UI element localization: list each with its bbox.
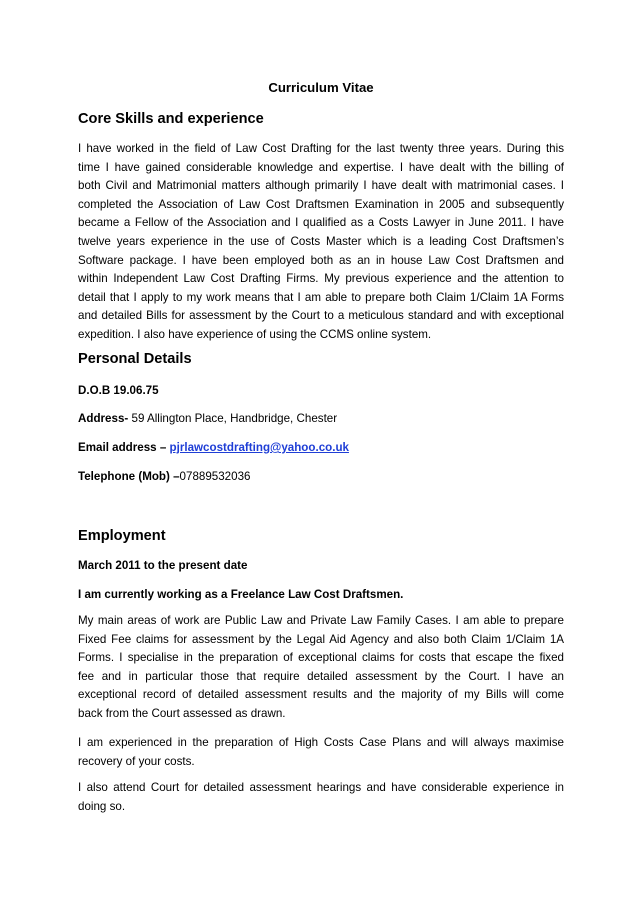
employment-heading: Employment	[78, 528, 166, 544]
telephone-value: 07889532036	[179, 470, 251, 483]
paragraph-line: My main areas of work are Public Law and Private Law Family Cases. I am able to prepare	[78, 614, 564, 627]
paragraph-line: both Civil and Matrimonial matters although primarily I have dealt with matrimonial cases. I	[78, 179, 564, 193]
paragraph-line: detail that I apply to my work means that I am able to prepare both Claim 1/Claim 1A Forms	[78, 290, 564, 304]
employment-paragraph	[78, 612, 564, 724]
dob-field	[78, 383, 159, 399]
paragraph-line: doing so.	[78, 799, 126, 813]
paragraph-line: I have worked in the field of Law Cost Drafting for the last twenty three years. During this	[78, 142, 564, 155]
paragraph-line: expedition. I also have experience of using the CCMS online system.	[78, 327, 432, 341]
employment-paragraph	[78, 734, 564, 771]
paragraph-line: I also attend Court for detailed assessment hearings and have considerable experience in	[78, 781, 564, 794]
employment-period: March 2011 to the present date	[78, 559, 248, 572]
employment-role: I am currently working as a Freelance Law Cost Draftsmen.	[78, 588, 404, 601]
paragraph-line: completed the Association of Law Cost Draftsmen Examination in 2005 and subsequently	[78, 197, 564, 211]
email-field	[78, 440, 349, 456]
address-value: 59 Allington Place, Handbridge, Chester	[131, 412, 338, 425]
employment-paragraph	[78, 779, 564, 816]
address-label: Address-	[78, 412, 129, 425]
telephone-field	[78, 469, 250, 485]
paragraph-line: twelve years experience in the use of Costs Master which is a leading Cost Draftsmen’s	[78, 234, 564, 248]
paragraph-line: Fixed Fee claims for assessment by the Legal Aid Agency and also both Claim 1/Claim 1A	[78, 632, 564, 646]
personal-details-heading: Personal Details	[78, 351, 192, 367]
paragraph-line: I am experienced in the preparation of High Costs Case Plans and will always maximise	[78, 736, 564, 749]
core-skills-heading: Core Skills and experience	[78, 111, 264, 127]
email-label: Email address –	[78, 441, 167, 454]
paragraph-line: back from the Court assessed as drawn.	[78, 706, 286, 720]
paragraph-line: time I have gained considerable knowledge and expertise. I have dealt with the billing of	[78, 160, 564, 174]
paragraph-line: fee and in particular those that require detailed assessment by the Court. I have an	[78, 669, 564, 683]
paragraph-line: and detailed Bills for assessment by the Court to a meticulous standard and with exceptional	[78, 309, 564, 323]
paragraph-line: exceptional record of detailed assessment results and the majority of my Bills will come	[78, 688, 564, 702]
dob-text: D.O.B 19.06.75	[78, 384, 159, 397]
email-link[interactable]: pjrlawcostdrafting@yahoo.co.uk	[169, 441, 349, 454]
paragraph-line: became a Fellow of the Association and I qualified as a Costs Lawyer in June 2011. I have	[78, 216, 564, 230]
paragraph-line: Forms. I specialise in the preparation of exceptional claims for costs that escape the fixed	[78, 651, 564, 665]
core-skills-paragraph	[78, 140, 564, 345]
paragraph-line: Software package. I have been employed both as an in house Law Cost Draftsmen and	[78, 253, 564, 267]
paragraph-line: recovery of your costs.	[78, 754, 195, 768]
document-title: Curriculum Vitae	[268, 80, 374, 95]
address-field	[78, 411, 337, 427]
paragraph-line: within Independent Law Cost Drafting Firms. My previous experience and the attention to	[78, 272, 564, 286]
telephone-label: Telephone (Mob) –	[78, 470, 180, 483]
